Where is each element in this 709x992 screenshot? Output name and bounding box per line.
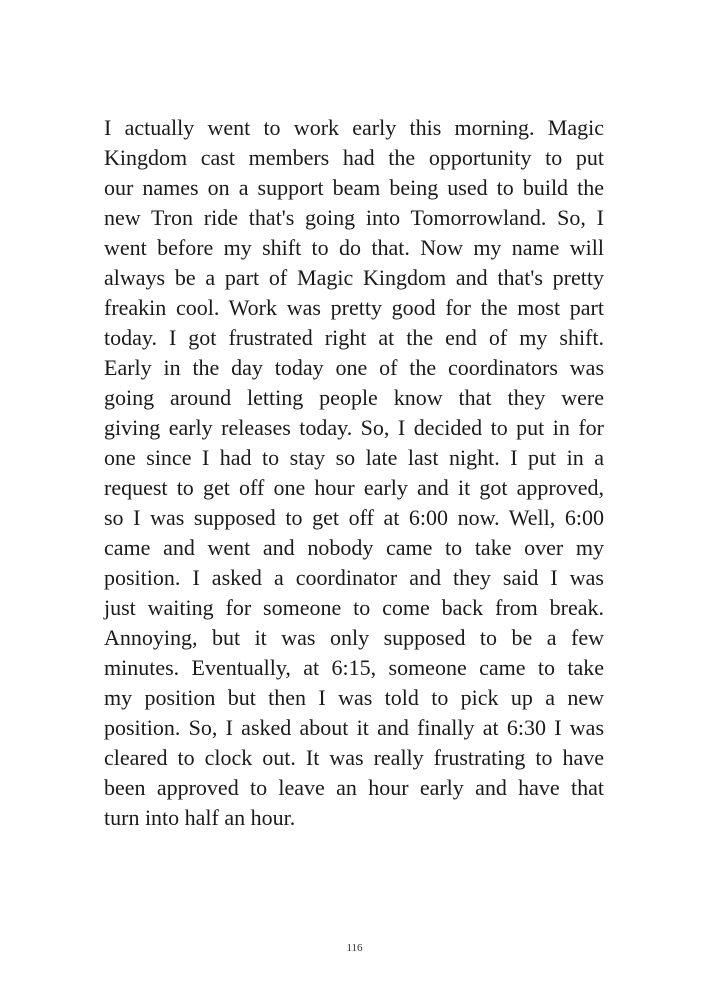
text-line: new Tron ride that's going into Tomorrowland. So, I xyxy=(104,205,604,230)
text-line: request to get off one hour early and it got approved, xyxy=(104,475,604,500)
text-line: minutes. Eventually, at 6:15, someone came to take xyxy=(104,655,604,680)
text-line: Annoying, but it was only supposed to be a few xyxy=(104,625,604,650)
text-line: been approved to leave an hour early and have that xyxy=(104,775,604,800)
text-line: cleared to clock out. It was really frustrating to have xyxy=(104,745,604,770)
text-line: turn into half an hour. xyxy=(104,805,296,830)
text-line: position. I asked a coordinator and they said I was xyxy=(104,565,604,590)
text-line: came and went and nobody came to take over my xyxy=(104,535,604,560)
text-line: went before my shift to do that. Now my name will xyxy=(104,235,604,260)
text-line: Early in the day today one of the coordinators was xyxy=(104,355,604,380)
text-line: freakin cool. Work was pretty good for the most part xyxy=(104,295,604,320)
text-line: Kingdom cast members had the opportunity to put xyxy=(104,145,604,170)
text-line: always be a part of Magic Kingdom and that's pretty xyxy=(104,265,604,290)
text-line: going around letting people know that they were xyxy=(104,385,604,410)
body-paragraph xyxy=(104,113,604,833)
text-line: our names on a support beam being used to build the xyxy=(104,175,604,200)
text-line: one since I had to stay so late last night. I put in a xyxy=(104,445,604,470)
text-line: giving early releases today. So, I decided to put in for xyxy=(104,415,604,440)
text-line: today. I got frustrated right at the end of my shift. xyxy=(104,325,604,350)
text-line: position. So, I asked about it and finally at 6:30 I was xyxy=(104,715,604,740)
text-line: my position but then I was told to pick up a new xyxy=(104,685,604,710)
page-number: 116 xyxy=(346,942,363,954)
text-line: just waiting for someone to come back from break. xyxy=(104,595,604,620)
text-line: I actually went to work early this morning. Magic xyxy=(104,115,604,140)
text-line: so I was supposed to get off at 6:00 now. Well, 6:00 xyxy=(104,505,604,530)
